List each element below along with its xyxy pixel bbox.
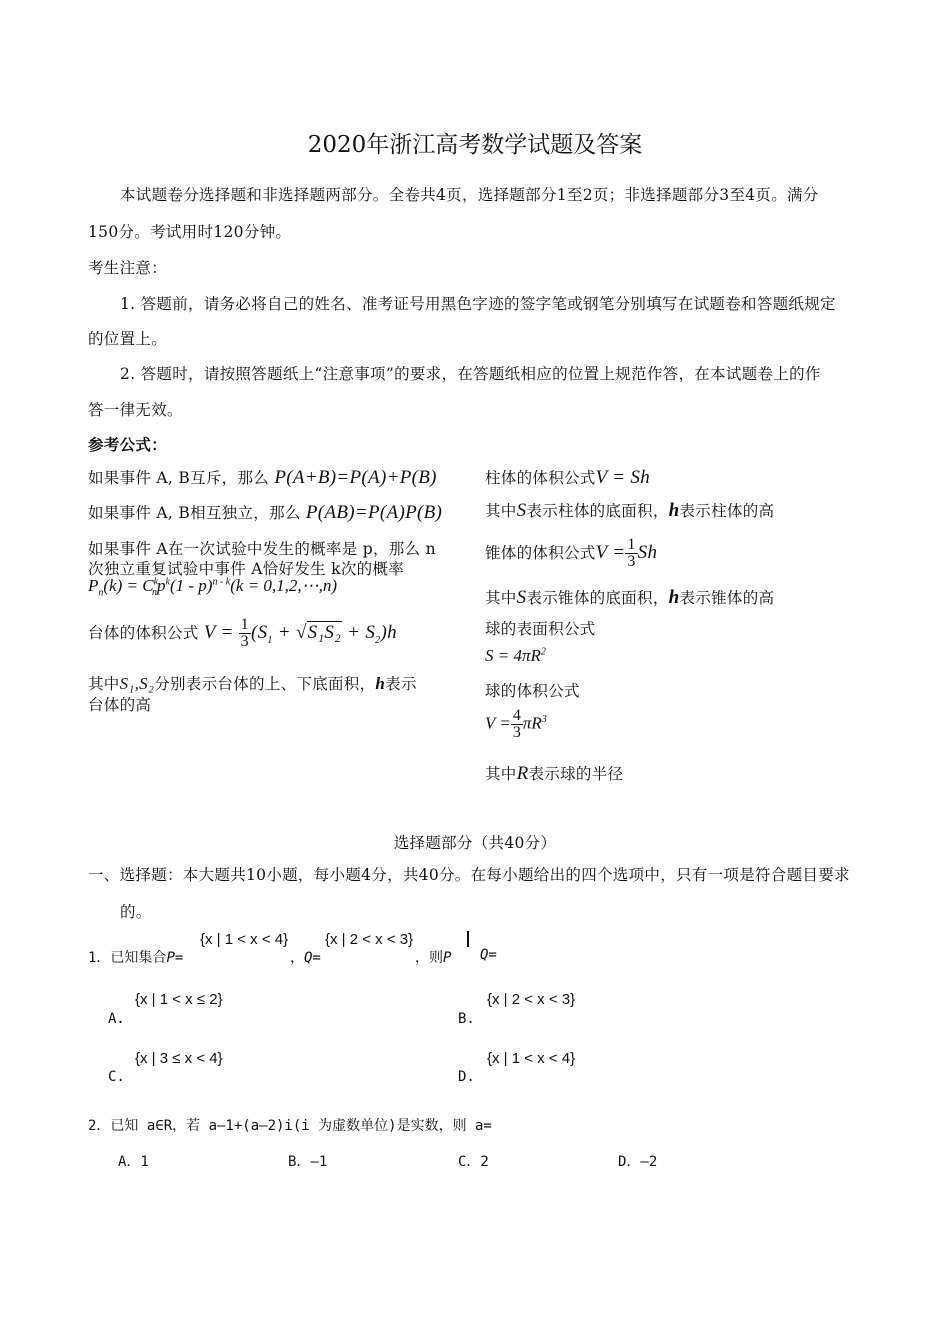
prism-note-s: S bbox=[516, 500, 527, 521]
q1-set-q: {x | 2 < x < 3} bbox=[325, 931, 414, 948]
prism-math: V = Sh bbox=[595, 467, 650, 488]
intro-line-2: 150分。考试用时120分钟。 bbox=[88, 223, 292, 241]
pyramid-note bbox=[485, 586, 774, 609]
pyramid-v: V = bbox=[595, 541, 626, 563]
formula-binomial-line-2: 次独立重复试验中事件 A恰好发生 k次的概率 bbox=[88, 560, 405, 578]
q1-stem-a: 1．已知集合 bbox=[88, 950, 167, 966]
frustum-note-b: 分别表示台体的上、下底面积， bbox=[154, 675, 376, 693]
formula-frustum-text: 台体的体积公式 bbox=[88, 623, 199, 642]
q1-comma-1: ， bbox=[290, 950, 304, 966]
sphere-num: 4 bbox=[512, 707, 521, 724]
binomial-p: P bbox=[88, 576, 99, 595]
section-heading: 选择题部分（共40分） bbox=[393, 834, 557, 852]
frustum-note-line-1 bbox=[88, 672, 417, 694]
formulas-heading: 参考公式： bbox=[88, 435, 168, 454]
prism-note-h: h bbox=[668, 500, 680, 521]
binomial-sup-nk: n - k bbox=[212, 576, 231, 588]
pyramid-fraction bbox=[625, 537, 637, 570]
formula-binomial-math bbox=[88, 576, 337, 598]
binomial-1mp: (1 - p) bbox=[169, 576, 213, 595]
sphere-volume-math bbox=[485, 708, 547, 741]
sphere-area-label: 球的表面积公式 bbox=[485, 620, 596, 638]
pyramid-note-s: S bbox=[516, 587, 527, 608]
sphere-v: V = bbox=[485, 713, 511, 733]
frustum-sqrt: S₁S₂ bbox=[307, 621, 342, 643]
binomial-sub-n2: n bbox=[152, 587, 158, 599]
q1-option-a-label: A. bbox=[108, 1011, 125, 1027]
formula-independent-math: P(AB)=P(A)P(B) bbox=[305, 502, 443, 523]
frustum-note-c: 表示 bbox=[385, 675, 417, 693]
binomial-sup-k2: k bbox=[165, 576, 170, 588]
prism-note bbox=[485, 499, 774, 522]
pyramid-note-c: 表示锥体的高 bbox=[679, 589, 775, 607]
sphere-area-sup: 2 bbox=[540, 646, 546, 658]
binomial-p2: p bbox=[157, 576, 166, 595]
prism-note-c: 表示柱体的高 bbox=[679, 502, 775, 520]
formula-frustum bbox=[88, 617, 397, 650]
q1-p-eq: P= bbox=[166, 950, 184, 966]
frustum-sub-1: 1 bbox=[267, 634, 273, 646]
q1-option-a-set: {x | 1 < x ≤ 2} bbox=[135, 991, 223, 1008]
frustum-close: )h bbox=[380, 621, 397, 643]
formula-exclusive-math: P(A+B)=P(A)+P(B) bbox=[274, 467, 437, 488]
q1-option-c-label: C. bbox=[108, 1069, 125, 1085]
binomial-sup-k: k bbox=[153, 576, 159, 588]
q1-option-d-set: {x | 1 < x < 4} bbox=[487, 1050, 576, 1067]
q2-option-d: D．–2 bbox=[618, 1154, 658, 1170]
q1-q-eq: Q= bbox=[304, 950, 321, 966]
q1-comma bbox=[290, 947, 321, 967]
formula-prism bbox=[485, 466, 650, 489]
frustum-den: 3 bbox=[240, 633, 249, 650]
sphere-pr: πR bbox=[522, 713, 542, 733]
binomial-range: (k = 0,1,2,⋯,n) bbox=[230, 576, 338, 595]
pyramid-text: 锥体的体积公式 bbox=[485, 543, 596, 562]
frustum-note-s: S₁,S₂ bbox=[119, 674, 155, 693]
binomial-kc: (k) = C bbox=[103, 576, 154, 595]
formula-pyramid bbox=[485, 537, 657, 570]
frustum-num: 1 bbox=[240, 616, 249, 633]
notice-item-2-line-1: 2. 答题时，请按照答题纸上“注意事项”的要求，在答题纸相应的位置上规范作答，在本试题卷上的作 bbox=[120, 365, 821, 383]
q2-option-c: C．2 bbox=[458, 1154, 489, 1170]
frustum-note-h: h bbox=[375, 674, 386, 693]
q1-set-p: {x | 1 < x < 4} bbox=[200, 931, 289, 948]
sphere-sup: 3 bbox=[541, 713, 547, 725]
sphere-note bbox=[485, 762, 623, 785]
pyramid-note-h: h bbox=[668, 587, 680, 608]
q1-q2-text: Q= bbox=[480, 947, 497, 963]
q2-option-b: B．–1 bbox=[288, 1154, 328, 1170]
formula-frustum-math: V = $\frac{1}{3}$ $(S_1 + √S_1S_2 + S_2)h$ bbox=[203, 616, 397, 650]
q2-stem: 2．已知 a∈R，若 a–1+(a–2)i(i 为虚数单位)是实数，则 a= bbox=[88, 1118, 492, 1134]
pyramid-math bbox=[595, 536, 658, 570]
formula-exclusive bbox=[88, 466, 437, 489]
sphere-note-b: 表示球的半径 bbox=[528, 765, 624, 783]
notice-item-1-line-1: 1. 答题前，请务必将自己的姓名、准考证号用黑色字迹的签字笔或钢笔分别填写在试题卷和答题纸规定 bbox=[120, 295, 836, 313]
pyramid-note-a: 其中 bbox=[485, 589, 517, 607]
binomial-sub-n: n bbox=[98, 587, 104, 599]
prism-note-a: 其中 bbox=[485, 502, 517, 520]
frustum-plus-2: + S bbox=[342, 621, 376, 643]
frustum-v: V = bbox=[203, 621, 234, 643]
sphere-fraction bbox=[511, 708, 523, 741]
page-title: 2020年浙江高考数学试题及答案 bbox=[307, 132, 643, 158]
pyramid-note-b: 表示锥体的底面积， bbox=[526, 589, 669, 607]
q2-option-a: A．1 bbox=[118, 1154, 149, 1170]
q1-option-c-set: {x | 3 ≤ x < 4} bbox=[135, 1050, 223, 1067]
q1-p2: P bbox=[443, 950, 452, 966]
q1-intersect-mark bbox=[467, 931, 469, 947]
q1-q2 bbox=[480, 947, 497, 963]
prism-note-b: 表示柱体的底面积， bbox=[526, 502, 669, 520]
sphere-den: 3 bbox=[512, 724, 521, 741]
frustum-note-a: 其中 bbox=[88, 675, 120, 693]
formula-binomial-line-1: 如果事件 A在一次试验中发生的概率是 p，那么 n bbox=[88, 540, 436, 558]
sphere-area-expr: S = 4πR bbox=[485, 646, 541, 665]
q1-option-b-label: B. bbox=[458, 1011, 475, 1027]
frustum-plus-1: + bbox=[272, 621, 296, 643]
formula-exclusive-text: 如果事件 A, B互斥，那么 bbox=[88, 469, 270, 487]
pyramid-den: 3 bbox=[627, 553, 636, 570]
q1-then bbox=[415, 947, 451, 967]
notice-heading: 考生注意： bbox=[88, 259, 168, 277]
q1-option-b-set: {x | 2 < x < 3} bbox=[487, 991, 576, 1008]
pyramid-sh: Sh bbox=[637, 541, 658, 563]
formula-independent-text: 如果事件 A, B相互独立，那么 bbox=[88, 504, 301, 522]
notice-item-2-line-2: 答一律无效。 bbox=[88, 401, 183, 419]
frustum-fraction bbox=[239, 617, 251, 650]
frustum-sub-2: 2 bbox=[375, 634, 381, 646]
sphere-note-a: 其中 bbox=[485, 765, 517, 783]
pyramid-num: 1 bbox=[627, 536, 636, 553]
part1-line-1: 一、选择题：本大题共10小题，每小题4分，共40分。在每小题给出的四个选项中，只有一项是符合题目要求 bbox=[88, 866, 850, 884]
sphere-volume-label: 球的体积公式 bbox=[485, 682, 580, 700]
sphere-note-r: R bbox=[516, 763, 529, 784]
notice-item-1-line-2: 的位置上。 bbox=[88, 330, 168, 348]
frustum-open: (S bbox=[250, 621, 268, 643]
q1-then-text: ，则 bbox=[415, 950, 443, 966]
frustum-note-line-2: 台体的高 bbox=[88, 696, 152, 714]
intro-line-1: 本试题卷分选择题和非选择题两部分。全卷共4页，选择题部分1至2页；非选择题部分3至4页。满分 bbox=[120, 186, 819, 204]
formula-independent bbox=[88, 501, 442, 524]
prism-text: 柱体的体积公式 bbox=[485, 469, 596, 487]
q1-stem bbox=[88, 947, 183, 967]
q1-option-d-label: D. bbox=[458, 1069, 475, 1085]
sphere-area-math bbox=[485, 646, 546, 666]
part1-line-2: 的。 bbox=[120, 903, 152, 921]
